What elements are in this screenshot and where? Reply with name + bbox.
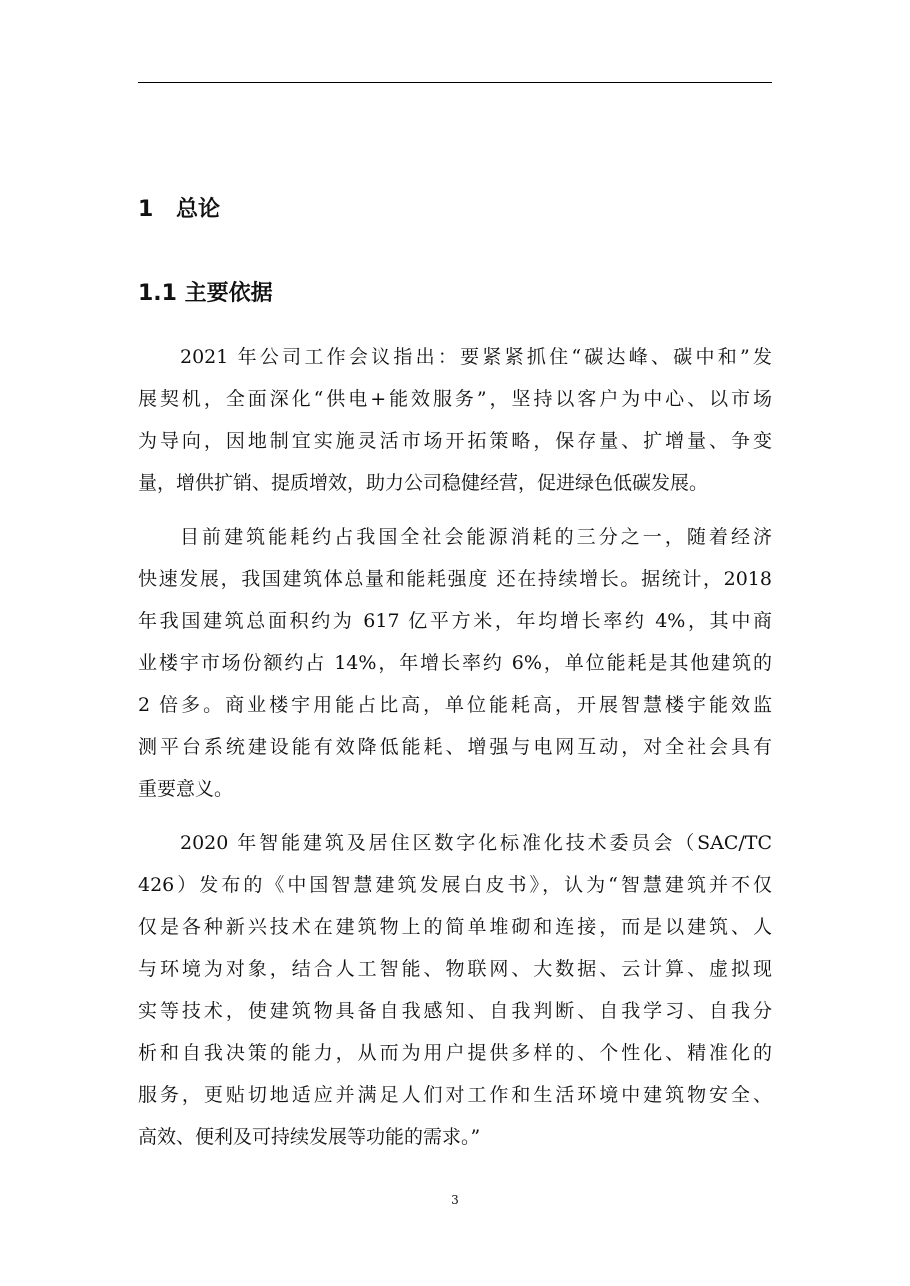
paragraph-line: 快速发展，我国建筑体总量和能耗强度 还在持续增长。据统计，2018 — [138, 568, 772, 590]
subsection-heading: 1.1 主要依据 — [138, 281, 273, 306]
paragraph-3 — [138, 822, 772, 1158]
paragraph-line: 426）发布的《中国智慧建筑发展白皮书》，认为“智慧建筑并不仅 — [138, 874, 772, 896]
paragraph-line: 实等技术，使建筑物具备自我感知、自我判断、自我学习、自我分 — [138, 1000, 772, 1022]
section-number: 1 — [138, 197, 154, 222]
paragraph-line: 服务，更贴切地适应并满足人们对工作和生活环境中建筑物安全、 — [138, 1084, 772, 1106]
paragraph-line: 2020 年智能建筑及居住区数字化标准化技术委员会（SAC/TC — [180, 832, 772, 854]
section-heading — [138, 194, 220, 226]
paragraph-line: 2021 年公司工作会议指出：要紧紧抓住“碳达峰、碳中和”发 — [180, 346, 772, 368]
paragraph-line: 仅是各种新兴技术在建筑物上的简单堆砌和连接，而是以建筑、人 — [138, 916, 772, 938]
paragraph-line: 业楼宇市场份额约占 14%，年增长率约 6%，单位能耗是其他建筑的 — [138, 652, 772, 674]
paragraph-line: 为导向，因地制宜实施灵活市场开拓策略，保存量、扩增量、争变 — [138, 430, 772, 452]
paragraph-line: 析和自我决策的能力，从而为用户提供多样的、个性化、精准化的 — [138, 1042, 772, 1064]
paragraph-line: 测平台系统建设能有效降低能耗、增强与电网互动，对全社会具有 — [138, 736, 772, 758]
paragraph-line: 高效、便利及可持续发展等功能的需求。” — [138, 1126, 481, 1148]
section-title: 总论 — [176, 197, 221, 222]
paragraph-line: 目前建筑能耗约占我国全社会能源消耗的三分之一，随着经济 — [180, 526, 772, 548]
paragraph-1 — [138, 336, 772, 504]
paragraph-line: 与环境为对象，结合人工智能、物联网、大数据、云计算、虚拟现 — [138, 958, 772, 980]
paragraph-line: 年我国建筑总面积约为 617 亿平方米，年均增长率约 4%，其中商 — [138, 610, 772, 632]
paragraph-line: 展契机，全面深化“供电+能效服务”，坚持以客户为中心、以市场 — [138, 388, 772, 410]
paragraph-2 — [138, 516, 772, 810]
header-rule — [138, 82, 772, 83]
page-number: 3 — [451, 1193, 459, 1207]
paragraph-line: 量，增供扩销、提质增效，助力公司稳健经营，促进绿色低碳发展。 — [138, 472, 709, 494]
paragraph-line: 重要意义。 — [138, 778, 234, 800]
paragraph-line: 2 倍多。商业楼宇用能占比高，单位能耗高，开展智慧楼宇能效监 — [138, 694, 772, 716]
